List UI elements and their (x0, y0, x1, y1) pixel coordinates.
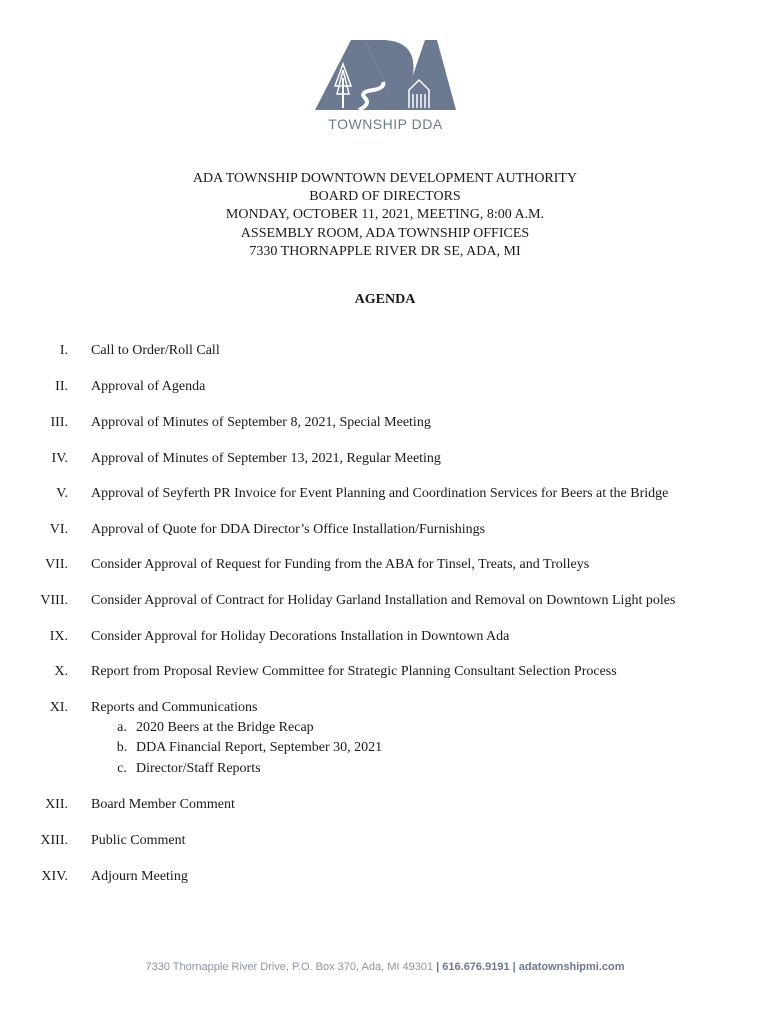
agenda-item-number: IX. (49, 629, 68, 644)
agenda-item-text: Board Member Comment (91, 797, 235, 812)
agenda-item-text: Public Comment (91, 833, 186, 848)
agenda-item-number: VI. (49, 522, 68, 537)
township-dda-logo (313, 34, 458, 136)
mountain-logo-icon (313, 34, 458, 114)
agenda-subitem-letter: a. (117, 720, 127, 735)
organization-name: ADA TOWNSHIP DOWNTOWN DEVELOPMENT AUTHORITY (192, 171, 578, 186)
agenda-subitem (108, 718, 314, 738)
meeting-datetime: MONDAY, OCTOBER 11, 2021, MEETING, 8:00 A.M. (225, 207, 545, 223)
agenda-subitem (108, 738, 382, 758)
agenda-subitem-text: 2020 Beers at the Bridge Recap (136, 720, 314, 735)
agenda-item-text: Approval of Seyferth PR Invoice for Event Planning and Coordination Services for Beers at the Bridge (91, 486, 669, 501)
agenda-item-text: Approval of Agenda (91, 379, 206, 394)
agenda-subitem-letter: b. (116, 740, 128, 755)
agenda-item-number: V. (56, 486, 68, 501)
agenda-item-text: Consider Approval of Request for Funding from the ABA for Tinsel, Treats, and Trolleys (91, 557, 590, 572)
agenda-item-number: VIII. (40, 593, 68, 608)
agenda-item-number: XI. (49, 700, 68, 715)
footer-website: adatownshipmi.com (518, 961, 625, 973)
agenda-item-text: Call to Order/Roll Call (91, 343, 220, 358)
agenda-item-text: Consider Approval of Contract for Holiday Garland Installation and Removal on Downtown Light poles (91, 593, 676, 608)
agenda-item-number: XIV. (41, 869, 68, 884)
agenda-item-text: Approval of Minutes of September 8, 2021, Special Meeting (91, 415, 431, 430)
agenda-title: AGENDA (354, 292, 416, 307)
agenda-item-number: X. (54, 664, 68, 679)
agenda-item-number: VII. (45, 557, 68, 572)
logo-text: TOWNSHIP DDA (328, 116, 443, 132)
agenda-item-number: XII. (45, 797, 68, 812)
agenda-item-number: I. (59, 343, 68, 358)
agenda-subitem (108, 759, 261, 779)
agenda-item-text: Report from Proposal Review Committee for Strategic Planning Consultant Selection Process (91, 664, 617, 679)
footer-phone: 616.676.9191 (442, 961, 510, 973)
agenda-item-number: III. (50, 415, 68, 430)
agenda-item-text: Adjourn Meeting (91, 869, 188, 884)
agenda-item-number: IV. (51, 451, 68, 466)
footer-separator: | (436, 961, 440, 973)
agenda-item-number: II. (55, 379, 68, 394)
agenda-subitem-letter: c. (117, 761, 127, 776)
footer-address: 7330 Thornapple River Drive, P.O. Box 370, Ada, MI 49301 (145, 961, 434, 973)
agenda-subitem-text: Director/Staff Reports (136, 761, 261, 776)
agenda-item-text: Reports and Communications (91, 700, 258, 715)
agenda-item-text: Consider Approval for Holiday Decorations Installation in Downtown Ada (91, 629, 510, 644)
agenda-item-number: XIII. (40, 833, 68, 848)
agenda-item-text: Approval of Quote for DDA Director’s Office Installation/Furnishings (91, 522, 486, 537)
agenda-subitem-text: DDA Financial Report, September 30, 2021 (136, 740, 383, 755)
agenda-item-text: Approval of Minutes of September 13, 2021, Regular Meeting (91, 451, 441, 466)
board-name: BOARD OF DIRECTORS (309, 189, 461, 205)
meeting-header (0, 170, 770, 261)
meeting-location: ASSEMBLY ROOM, ADA TOWNSHIP OFFICES (240, 225, 530, 241)
meeting-address: 7330 THORNAPPLE RIVER DR SE, ADA, MI (249, 243, 521, 259)
footer-contact (0, 961, 770, 973)
footer-separator: | (512, 961, 516, 973)
